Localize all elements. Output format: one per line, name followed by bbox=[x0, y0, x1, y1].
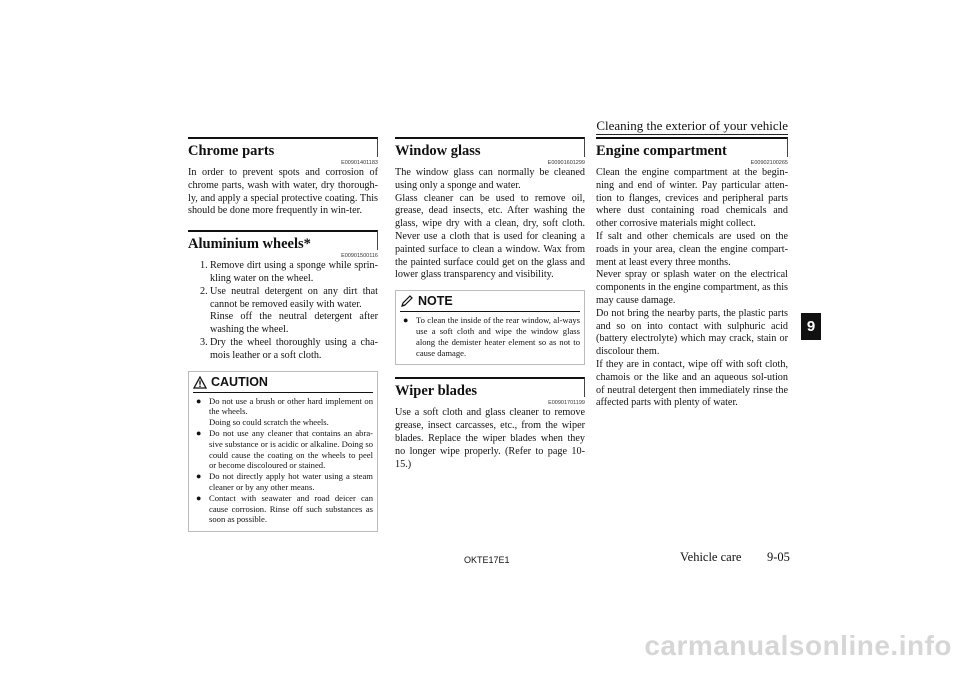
bullet-icon: ● bbox=[196, 471, 202, 482]
list-item: ● Contact with seawater and road deicer can cause corrosion. Rinse off such substances as soon as possible. bbox=[196, 492, 373, 525]
glass-body-1: The window glass can normally be cleaned using only a sponge and water. bbox=[395, 167, 585, 191]
header-rule bbox=[596, 134, 788, 135]
column-2 bbox=[395, 137, 585, 471]
column-3 bbox=[596, 137, 788, 410]
bullet-icon: ● bbox=[196, 427, 202, 438]
pencil-icon bbox=[400, 295, 414, 308]
page-number: 9-05 bbox=[767, 550, 790, 564]
list-item: ● Do not use any cleaner that contains an abra-sive substance or is acidic or alkaline. Doing so could cause the coating on the wheels to peel or become discoloured or stained. bbox=[196, 427, 373, 471]
note-header bbox=[400, 295, 580, 312]
caution-header bbox=[193, 376, 373, 393]
list-item: ● Do not directly apply hot water using a steam cleaner or by any other means. bbox=[196, 471, 373, 492]
engine-body-1: Clean the engine compartment at the begin-ning and end of winter. Pay particular atten-tion to flanges, crevices and peripheral parts where dust containing road chemicals and other corrosive materials might collect. bbox=[596, 167, 788, 230]
engine-body-2: If salt and other chemicals are used on the roads in your area, clean the engine compart-ment at least every three months. bbox=[596, 230, 788, 268]
caution-box bbox=[188, 371, 378, 533]
footer-code: OKTE17E1 bbox=[464, 555, 510, 565]
bullet-icon: ● bbox=[196, 492, 202, 503]
column-1 bbox=[188, 137, 378, 532]
wiper-body: Use a soft cloth and glass cleaner to remove grease, insect carcasses, etc., from the wiper blades. Replace the wiper blades when they no longer wipe properly. (Refer to page 10-15.) bbox=[395, 407, 585, 470]
list-item: ● Do not use a brush or other hard implement on the wheels. Doing so could scratch the wheels. bbox=[196, 395, 373, 428]
section-code: E00901401183 bbox=[341, 160, 378, 166]
bullet-icon: ● bbox=[403, 315, 409, 326]
engine-body-5: If they are in contact, wipe off with soft cloth, chamois or the like and an aqueous sol-ution of neutral detergent then immediately rinse the affected parts with plenty of water. bbox=[596, 358, 788, 409]
section-code: E00901701199 bbox=[548, 400, 585, 407]
engine-body-3: Never spray or splash water on the electrical components in the engine compartment, as this may cause damage. bbox=[596, 269, 788, 306]
chapter-tab: 9 bbox=[801, 313, 821, 340]
section-title-wiper: Wiper blades bbox=[395, 377, 585, 397]
chrome-body: In order to prevent spots and corrosion of chrome parts, wash with water, dry thorough-ly, and apply a special protective coating. This should be done more frequently in win-ter. bbox=[188, 167, 378, 217]
list-item: 2. Use neutral detergent on any dirt that cannot be removed easily with water. bbox=[200, 285, 378, 310]
note-list bbox=[400, 315, 580, 358]
page-header: Cleaning the exterior of your vehicle bbox=[596, 118, 788, 133]
list-item: ● To clean the inside of the rear window, al-ways use a soft cloth and wipe the window glass along the demister heater element so as not to cause damage. bbox=[403, 315, 580, 358]
list-item: 1. Remove dirt using a sponge while sprin-kling water on the wheel. bbox=[200, 260, 378, 284]
note-box bbox=[395, 290, 585, 365]
glass-body-2: Glass cleaner can be used to remove oil, grease, dead insects, etc. After washing the glass, wipe dry with a clean, dry, soft cloth. Never use a cloth that is used for cleaning a painted surface to clean a window. Wax from the painted surface could get on the glass and lower glass transparency and visibility. bbox=[395, 192, 585, 281]
bullet-icon: ● bbox=[196, 395, 202, 406]
section-code: E00901601299 bbox=[547, 160, 585, 166]
section-title-engine: Engine compartment bbox=[596, 137, 788, 157]
section-title-chrome: Chrome parts bbox=[188, 137, 378, 157]
section-code: E00902100265 bbox=[750, 160, 788, 166]
caution-label: CAUTION bbox=[211, 374, 268, 389]
list-item-sub: Rinse off the neutral detergent after washing the wheel. bbox=[210, 311, 378, 336]
note-label: NOTE bbox=[418, 294, 453, 309]
watermark: carmanualsonline.info bbox=[644, 630, 952, 661]
engine-body-4: Do not bring the nearby parts, the plastic parts and so on into contact with sulphuric acid (battery electrolyte) which may crack, stain or discolour them. bbox=[596, 307, 788, 358]
section-title-glass: Window glass bbox=[395, 137, 585, 157]
section-title-wheels: Aluminium wheels* bbox=[188, 230, 378, 250]
wheel-steps bbox=[188, 260, 378, 362]
list-item: 3. Dry the wheel thoroughly using a cha-mois leather or a soft cloth. bbox=[200, 336, 378, 361]
warning-icon bbox=[193, 376, 207, 389]
footer-section: Vehicle care bbox=[680, 550, 742, 564]
section-code: E00901500116 bbox=[341, 253, 378, 260]
caution-list bbox=[193, 396, 373, 526]
